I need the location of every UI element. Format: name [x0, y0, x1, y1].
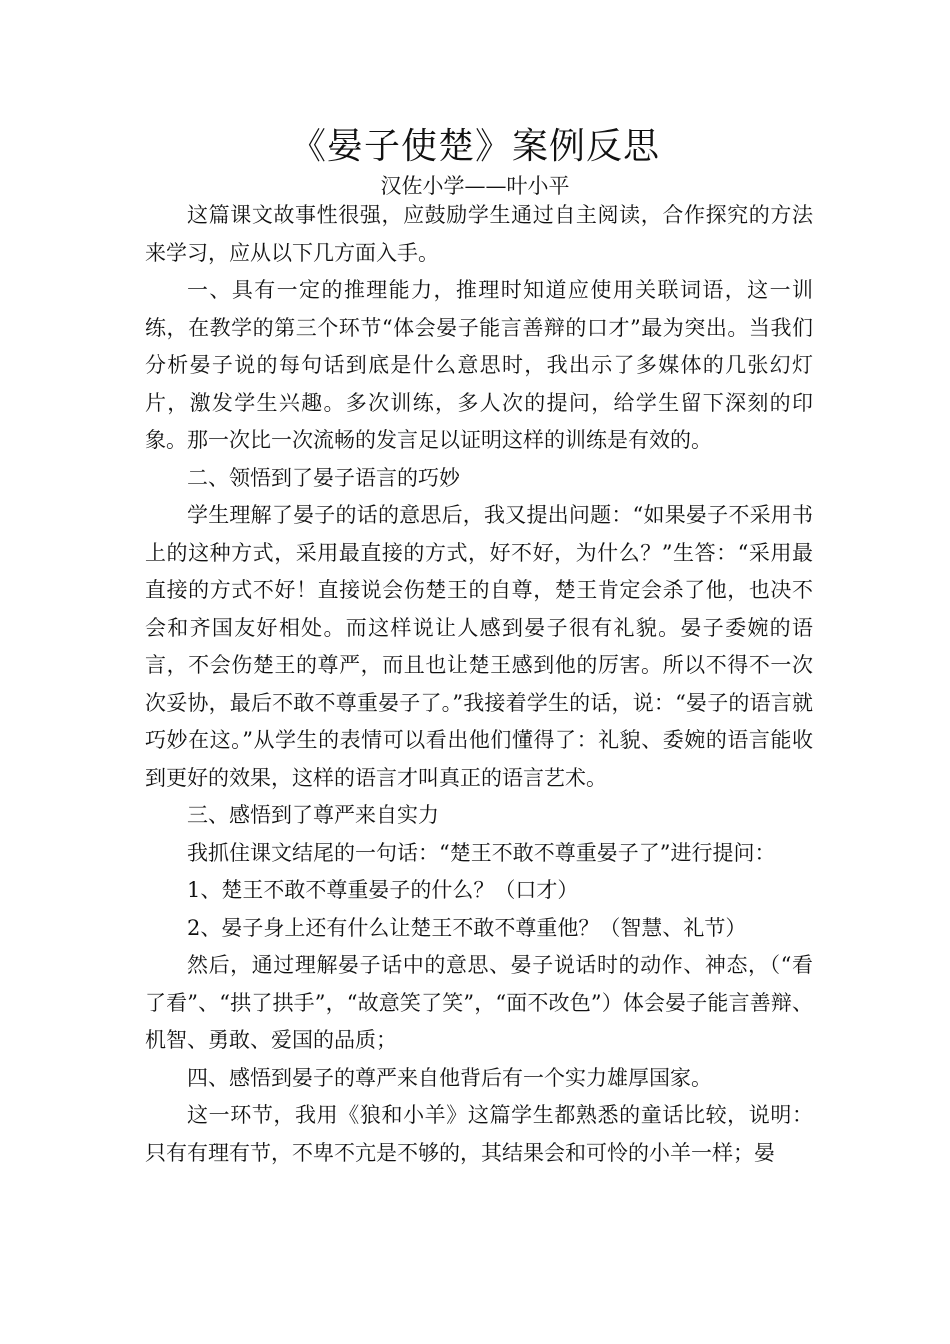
- paragraph-point-3-intro: 我抓住课文结尾的一句话：“楚王不敢不尊重晏子了”进行提问：: [187, 840, 776, 865]
- list-item-2: 2、晏子身上还有什么让楚王不敢不尊重他？（智慧、礼节）: [187, 915, 747, 940]
- list-item-1: 1、楚王不敢不尊重晏子的什么？（口才）: [187, 878, 579, 902]
- heading-point-3: 三、感悟到了尊严来自实力: [187, 803, 439, 827]
- paragraph-point-1: 一、具有一定的推理能力，推理时知道应使用关联词语，这一训练，在教学的第三个环节“体会晏子能言善辩的口才”最为突出。当我们分析晏子说的每句话到底是什么意思时，我出示了多媒体的几张幻灯片，激发学生兴趣。多次训练，多人次的提问，给学生留下深刻的印象。那一次比一次流畅的发言足以证明这样的训练是有效的。: [145, 278, 813, 452]
- paragraph-point-2: 学生理解了晏子的话的意思后，我又提出问题：“如果晏子不采用书上的这种方式，采用最直接的方式，好不好，为什么？”生答：“采用最直接的方式不好！直接说会伤楚王的自尊，楚王肯定会杀了他，也决不会和齐国友好相处。而这样说让人感到晏子很有礼貌。晏子委婉的语言，不会伤楚王的尊严，而且也让楚王感到他的厉害。所以不得不一次次妥协，最后不敢不尊重晏子了。”我接着学生的话，说：“晏子的语言就巧妙在这。”从学生的表情可以看出他们懂得了：礼貌、委婉的语言能收到更好的效果，这样的语言才叫真正的语言艺术。: [145, 503, 813, 790]
- heading-point-2: 二、领悟到了晏子语言的巧妙: [187, 465, 460, 490]
- document-title: 《晏子使楚》案例反思: [289, 126, 660, 167]
- heading-point-4: 四、感悟到晏子的尊严来自他背后有一个实力雄厚国家。: [187, 1065, 712, 1090]
- paragraph-intro: 这篇课文故事性很强，应鼓励学生通过自主阅读，合作探究的方法来学习，应从以下几方面入手。: [145, 203, 813, 265]
- paragraph-point-3-detail: 然后，通过理解晏子话中的意思、晏子说话时的动作、神态，（“看了看”、“拱了拱手”，“故意笑了笑”，“面不改色”）体会晏子能言善辩、机智、勇敢、爱国的品质；: [145, 953, 813, 1052]
- author-line: 汉佐小学——叶小平: [380, 174, 570, 198]
- document-body: [145, 197, 813, 1172]
- paragraph-point-4: 这一环节，我用《狼和小羊》这篇学生都熟悉的童话比较，说明：只有有理有节，不卑不亢是不够的，其结果会和可怜的小羊一样；晏: [145, 1103, 813, 1165]
